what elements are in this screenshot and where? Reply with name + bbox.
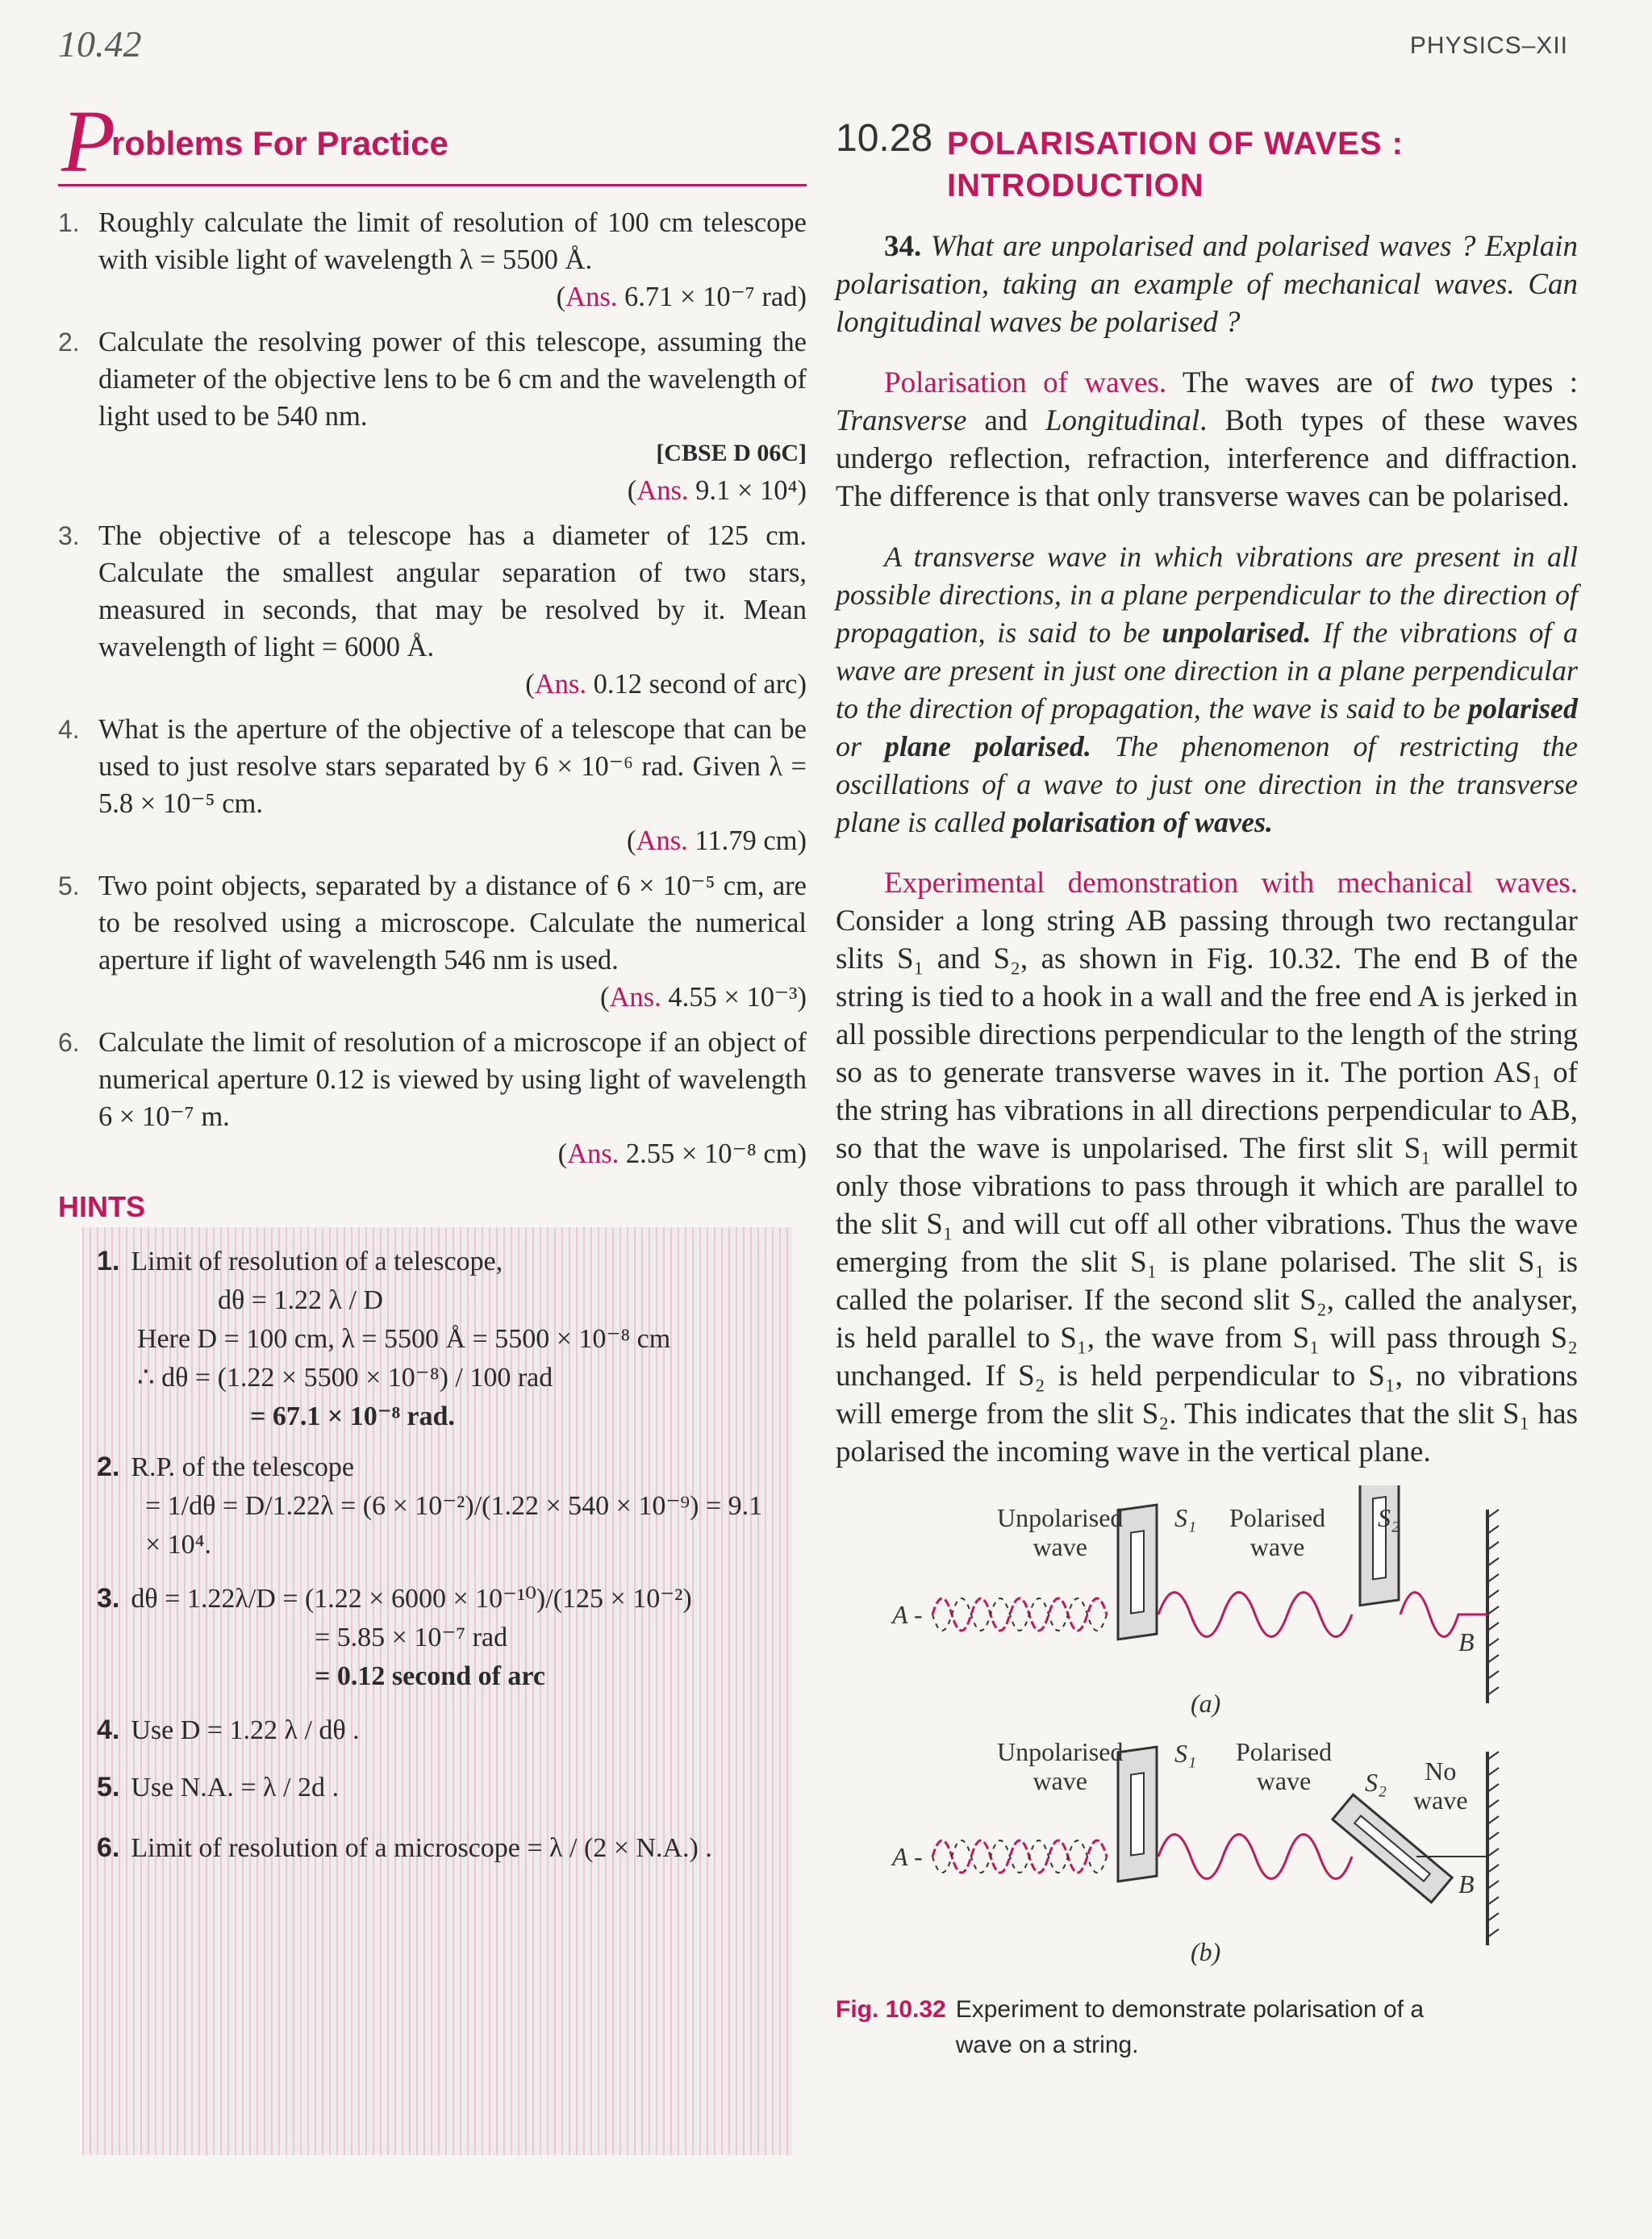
hint-number: 6.	[97, 1832, 120, 1863]
bold-term: polarisation of waves.	[1012, 806, 1273, 838]
answer-value: 0.12 second of arc	[593, 669, 798, 700]
unpolarised-wave-b-2	[932, 1840, 1107, 1873]
section-title-line-2: INTRODUCTION	[947, 168, 1204, 203]
page-number: 10.42	[58, 23, 142, 65]
problems-heading-text: roblems For Practice	[111, 124, 448, 162]
section-number: 10.28	[836, 117, 933, 160]
hint-equation: Here D = 100 cm, λ = 5500 Å = 5500 × 10⁻⁸ cm	[137, 1324, 671, 1354]
hint-1	[97, 1242, 779, 1281]
paragraph-lead: Polarisation of waves.	[884, 366, 1167, 399]
label-a-end-b: A -	[892, 1842, 923, 1871]
problem-number: 4.	[58, 715, 80, 744]
paragraph-polarisation	[836, 364, 1578, 516]
unpolarised-wave-b	[932, 1840, 1107, 1873]
problem-citation: [CBSE D 06C]	[656, 440, 807, 466]
problem-list	[58, 204, 807, 1172]
answer-value: 9.1 × 10⁴	[695, 475, 798, 506]
answer-label: Ans.	[636, 825, 688, 856]
paragraph-text: or	[836, 730, 885, 762]
hint-4	[97, 1711, 779, 1750]
problems-heading	[58, 92, 807, 190]
figure-caption	[836, 1992, 1578, 2063]
paragraph-text: If the vibrations of a wave are present in just one direction in a plane perpendicular to the direction of propagation, the wave is said to be	[836, 616, 1578, 725]
problem-number: 1.	[58, 208, 80, 237]
paragraph-text: . Both types of these waves undergo reflection, refraction, interference and diffraction. The difference is that only transverse waves can be polarised.	[836, 404, 1578, 513]
label-b-end-a: B	[1458, 1627, 1475, 1656]
problem-text: Roughly calculate the limit of resolution of 100 cm telescope with visible light of wavelength λ = 5500 Å.	[98, 207, 807, 275]
answer-label: Ans.	[636, 475, 689, 506]
hint-number: 4.	[97, 1715, 120, 1745]
problem-answer: (Ans. 11.79 cm)	[627, 825, 807, 856]
hint-equation: = 67.1 × 10⁻⁸ rad.	[250, 1401, 455, 1431]
hint-equation: = 1/dθ = D/1.22λ = (6 × 10⁻²)/(1.22 × 540 × 10⁻⁹) = 9.1 × 10⁴.	[145, 1491, 763, 1560]
hint-number: 3.	[97, 1583, 120, 1614]
problem-answer: (Ans. 9.1 × 10⁴)	[627, 475, 807, 506]
paragraph-lead: Experimental demonstration with mechanical waves.	[884, 867, 1578, 900]
bold-term: polarised	[1467, 692, 1578, 725]
problem-answer: (Ans. 4.55 × 10⁻³)	[600, 982, 807, 1013]
label-line: Polarised	[1229, 1503, 1326, 1532]
label-sub-b: (b)	[1191, 1937, 1221, 1966]
paragraph-text: Consider a long string AB passing through two rectangular slits S₁ and S₂, as shown in Fig. 10.32. The end B of the string is tied to a hook in a wall and the free end A is jerked in all possible directions perpendicular to the length of the string so as to generate transverse waves in it. The portion AS₁ of the string has vibrations in all directions perpendicular to AB, so that the wave is unpolarised. The first slit S₁ will permit only those vibrations to pass through it which are parallel to the slit S₁ and will cut off all other vibrations. Thus the wave emerging from the slit S₁ is plane polarised. The slit S₁ is called the polariser. If the second slit S₂, called the analyser, is held parallel to S₁, the wave from S₁ will pass through S₂ unchanged. If S₂ is held perpendicular to S₁, no vibrations will emerge from the slit S₂. This indicates that the slit S₁ has polarised the incoming wave in the vertical plane.	[836, 904, 1578, 1468]
hint-equation: = 0.12 second of arc	[315, 1661, 545, 1691]
paragraph-text: and	[966, 404, 1045, 437]
running-header: PHYSICS–XII	[1409, 32, 1568, 59]
hint-text: Limit of resolution of a microscope = λ / (2 × N.A.) .	[131, 1833, 712, 1863]
paragraph-text: types :	[1473, 366, 1579, 399]
hint-6	[97, 1828, 779, 1868]
label-polarised-a	[1229, 1503, 1325, 1561]
label-s2-b: S₂	[1365, 1768, 1387, 1797]
label-a-end-a: A -	[892, 1600, 923, 1629]
unpolarised-wave-a-2	[932, 1598, 1107, 1631]
polarised-wave-b	[1158, 1835, 1352, 1879]
answer-label: Ans.	[609, 982, 661, 1013]
section-title-line-1: POLARISATION OF WAVES :	[947, 126, 1404, 161]
figure-number: Fig. 10.32	[836, 1996, 946, 2023]
hints-heading: HINTS	[58, 1190, 145, 1223]
problem-item	[58, 324, 807, 509]
problem-answer: (Ans. 6.71 × 10⁻⁷ rad)	[556, 282, 807, 312]
label-line: wave	[1413, 1786, 1468, 1815]
paragraph-text: The waves are of	[1166, 366, 1431, 399]
hint-text: R.P. of the telescope	[131, 1452, 355, 1482]
problem-number: 2.	[58, 328, 80, 357]
problem-text: Calculate the resolving power of this telescope, assuming the diameter of the objective lens to be 6 cm and the wavelength of light used to be 540 nm.	[98, 327, 807, 432]
transmitted-wave-a	[1400, 1593, 1487, 1637]
label-polarised-b	[1236, 1737, 1332, 1795]
hint-number: 1.	[97, 1246, 120, 1276]
right-column	[836, 116, 1579, 2058]
section-heading	[836, 116, 1578, 205]
problem-item	[58, 204, 807, 315]
label-b-end-b: B	[1458, 1869, 1475, 1899]
figure-10-32	[836, 1485, 1578, 2058]
hint-number: 5.	[97, 1772, 120, 1802]
figure-caption-text: Experiment to demonstrate polarisation of a wave on a string.	[955, 1996, 1425, 2058]
label-no-wave-b	[1413, 1757, 1468, 1815]
hint-equation: dθ = 1.22 λ / D	[218, 1285, 383, 1315]
answer-value: 4.55 × 10⁻³	[668, 982, 798, 1013]
problem-text: What is the aperture of the objective of a telescope that can be used to just resolve stars separated by 6 × 10⁻⁶ rad. Given λ = 5.8 × 10⁻⁵ cm.	[98, 714, 807, 819]
problems-heading-initial: P	[61, 92, 116, 190]
label-line: wave	[1032, 1532, 1087, 1561]
problem-answer: (Ans. 0.12 second of arc)	[525, 669, 807, 700]
label-line: wave	[1249, 1532, 1305, 1561]
problem-number: 3.	[58, 521, 80, 550]
hint-equation: dθ = 1.22λ/D = (1.22 × 6000 × 10⁻¹⁰)/(125 × 10⁻²)	[131, 1584, 692, 1614]
paragraph-definition	[836, 538, 1578, 842]
label-s2-a: S₂	[1378, 1503, 1400, 1532]
problem-answer: (Ans. 2.55 × 10⁻⁸ cm)	[557, 1138, 807, 1169]
label-line: Unpolarised	[997, 1503, 1124, 1532]
hint-2	[97, 1447, 779, 1487]
paragraph-experiment	[836, 864, 1578, 1471]
question-number: 34.	[884, 230, 922, 263]
bold-term: unpolarised.	[1162, 616, 1312, 649]
label-line: No	[1425, 1757, 1457, 1786]
wall-b	[1487, 1752, 1499, 1945]
hint-equation: ∴ dθ = (1.22 × 5500 × 10⁻⁸) / 100 rad	[137, 1363, 553, 1393]
hint-equation: = 5.85 × 10⁻⁷ rad	[315, 1623, 508, 1652]
emphasis: Longitudinal	[1045, 404, 1200, 437]
problem-number: 5.	[58, 871, 80, 900]
problem-item	[58, 867, 807, 1016]
paragraph-text: The phenomenon of restricting the oscillations of a wave to just one direction in the transverse plane is called	[836, 730, 1578, 838]
emphasis: Transverse	[836, 404, 967, 437]
label-unpolarised-b	[997, 1737, 1123, 1795]
problem-text: The objective of a telescope has a diameter of 125 cm. Calculate the smallest angular separation of two stars, measured in seconds, that may be resolved by it. Mean wavelength of light = 6000 Å.	[98, 520, 807, 662]
bold-term: plane polarised.	[884, 730, 1091, 762]
label-line: wave	[1256, 1766, 1312, 1795]
problem-item	[58, 517, 807, 703]
problem-text: Two point objects, separated by a distance of 6 × 10⁻⁵ cm, are to be resolved using a microscope. Calculate the numerical aperture if light of wavelength 546 nm is used.	[98, 871, 807, 975]
answer-label: Ans.	[534, 669, 586, 700]
answer-value: 11.79 cm	[695, 825, 798, 856]
left-column	[58, 92, 807, 2155]
label-unpolarised-a	[997, 1503, 1123, 1561]
section-title	[947, 123, 1404, 207]
problem-text: Calculate the limit of resolution of a microscope if an object of numerical aperture 0.12 is viewed by using light of wavelength 6 × 10⁻⁷ m.	[98, 1027, 807, 1132]
label-line: wave	[1032, 1766, 1087, 1795]
label-line: Polarised	[1236, 1737, 1333, 1766]
hint-3	[97, 1579, 779, 1619]
problem-number: 6.	[58, 1028, 80, 1057]
answer-value: 2.55 × 10⁻⁸ cm	[625, 1138, 798, 1169]
answer-value: 6.71 × 10⁻⁷ rad	[624, 282, 798, 312]
emphasis: two	[1430, 366, 1474, 399]
question-34	[836, 228, 1578, 341]
label-sub-a: (a)	[1191, 1689, 1221, 1718]
paragraph-text: A transverse wave in which vibrations are present in all possible directions, in a plane perpendicular to the direction of propagation, is said to be	[836, 541, 1578, 649]
polarisation-diagram	[836, 1485, 1578, 1986]
wall-a	[1487, 1510, 1499, 1703]
problem-item	[58, 1024, 807, 1172]
hint-number: 2.	[97, 1452, 120, 1482]
answer-label: Ans.	[567, 1138, 620, 1169]
label-s1-b: S₁	[1174, 1739, 1197, 1768]
hint-5	[97, 1768, 779, 1807]
problem-item	[58, 711, 807, 859]
question-text: What are unpolarised and polarised waves ? Explain polarisation, taking an example of mechanical waves. Can longitudinal waves be polarised ?	[836, 230, 1578, 339]
answer-label: Ans.	[565, 282, 618, 312]
hints-box	[82, 1227, 792, 2155]
polarised-wave-a	[1158, 1593, 1352, 1637]
hint-text: Use D = 1.22 λ / dθ .	[131, 1715, 360, 1745]
hint-text: Limit of resolution of a telescope,	[131, 1247, 503, 1276]
unpolarised-wave-a	[932, 1598, 1107, 1631]
label-s1-a: S₁	[1174, 1503, 1197, 1532]
label-line: Unpolarised	[997, 1737, 1124, 1766]
hint-text: Use N.A. = λ / 2d .	[131, 1773, 339, 1802]
